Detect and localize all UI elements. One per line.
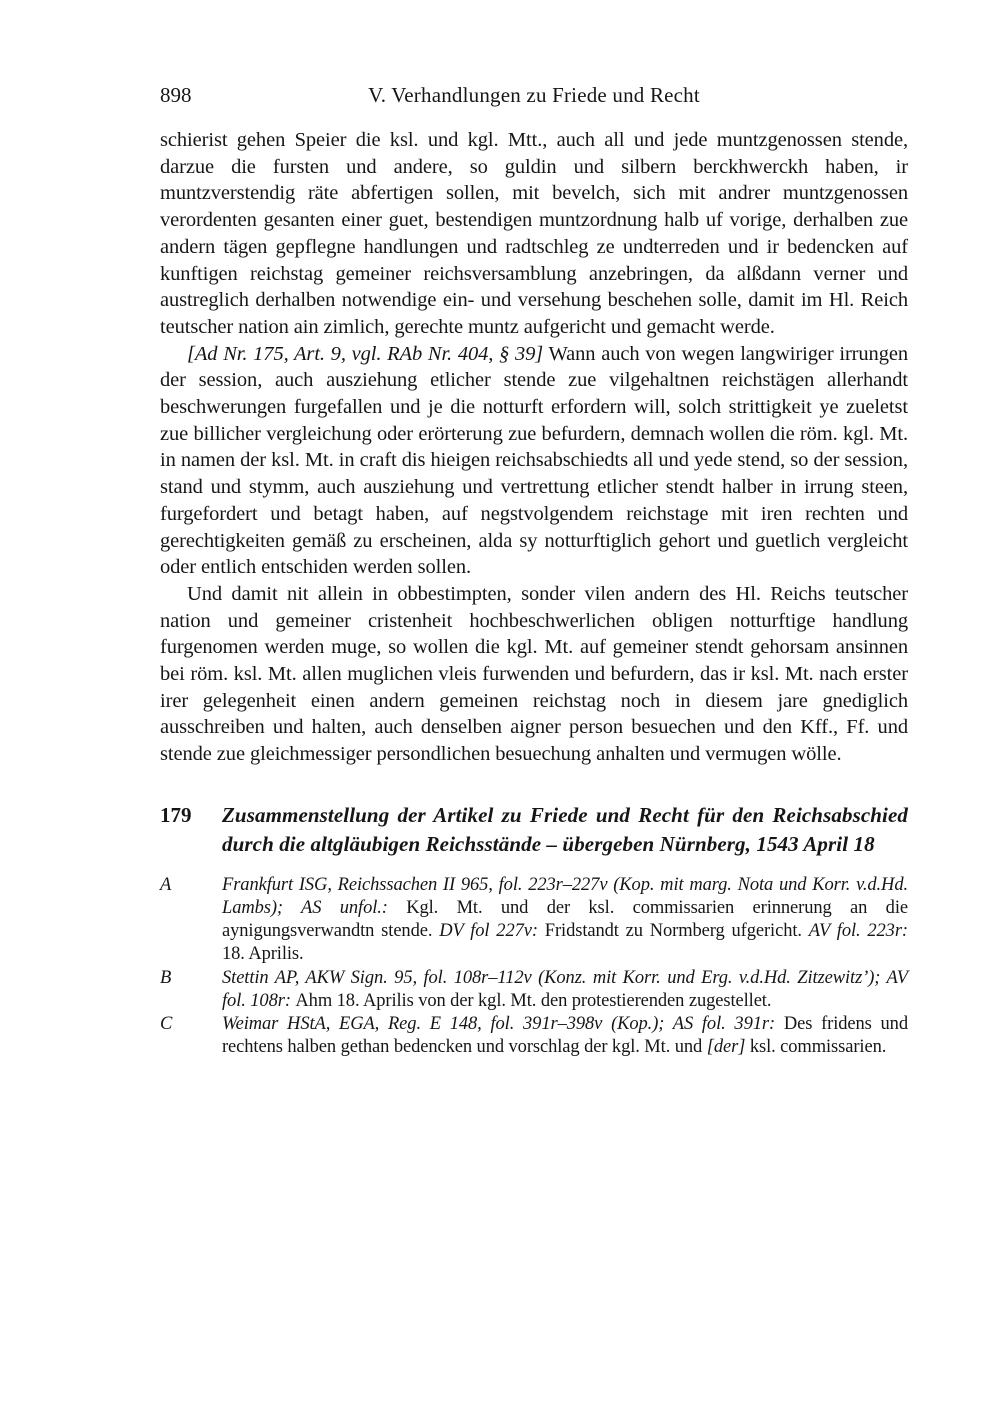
source-a-av-ref: AV fol. 223r:	[808, 921, 908, 942]
source-c-citation: Weimar HStA, EGA, Reg. E 148, fol. 391r–398v (Kop.); AS fol. 391r:	[222, 1014, 784, 1035]
source-row-a	[160, 874, 908, 967]
entry-heading	[160, 801, 908, 860]
body-paragraph-2-text: Wann auch von wegen langwiriger irrungen der session, auch ausziehung etlicher stende zue vilgehaltnen reichstägen allerhandt beschwerungen furgefallen und je die notturft erfordern will, solch strittigkeit ye zueletst zue billicher vergleichung oder erörterung zue befurdern, demnach wollen die röm. kgl. Mt. in namen der ksl. Mt. in craft dis hieigen reichsabschiedts all und yede stend, so der session, stand und stymm, auch ausziehung und vertrettung etlicher stendt halber in irrung steen, furgefordert und betagt haben, auf negstvolgendem reichstage mit iren rechten und gerechtigkeiten gemäß zu erscheinen, alda sy notturftiglich gehort und guetlich vergleicht oder entlich entschiden werden sollen.	[160, 342, 909, 579]
page-content	[160, 82, 908, 1060]
source-letter-b: B	[160, 967, 172, 988]
source-c-editorial-insert: [der]	[706, 1037, 750, 1058]
editorial-reference: [Ad Nr. 175, Art. 9, vgl. RAb Nr. 404, § 39]	[187, 342, 544, 365]
body-paragraph-1: schierist gehen Speier die ksl. und kgl. Mtt., auch all und jede muntzgenossen stende, darzue die fursten und andere, so guldin und silbern berckhwerckh haben, ir muntzverstendig räte abfertigen sollen, mit bevelch, sich mit andrer muntzgenossen verordenten gesanten einer guet, bestendigen muntzordnung halb uf vorige, derhalben zue andern tägen gepflegne handlungen und radtschleg ze undterreden und ir bedencken auf kunftigen reichstag gemeiner reichsversamblung anzebringen, da alßdann verner und austreglich derhalben notwendige ein- und versehung beschehen solle, damit im Hl. Reich teutscher nation ain zimlich, gerechte muntz aufgericht und gemacht werde.	[160, 129, 908, 338]
body-paragraph-2	[160, 341, 908, 581]
source-text-a	[222, 874, 908, 967]
page-number: 898	[160, 83, 192, 107]
body-paragraph-3: Und damit nit allein in obbestimpten, sonder vilen andern des Hl. Reichs teutscher nation und gemeiner cristenheit hochbeschwerlichen obligen notturftige handlung furgenomen werden muge, so wollen die kgl. Mt. auf gemeiner stendt gehorsam ansinnen bei röm. ksl. Mt. allen muglichen vleis furwenden und befurdern, das ir ksl. Mt. nach erster irer gelegenheit einen andern gemeinen reichstag noch in diesem jare gnediglich ausschreiben und halten, auch denselben aigner person besuechen und den Kff., Ff. und stende zue gleichmessiger persondlichen besuechung anhalten und vermugen wölle.	[160, 582, 908, 766]
source-b-citation: Stettin AP, AKW Sign. 95, fol. 108r–112v (Konz. mit Korr. und Erg. v.d.Hd. Zitzewitz’); AV fol. 108r:	[222, 967, 908, 1011]
source-row-b	[160, 967, 908, 1013]
source-c-summary: Des fridens und rechtens halben gethan bedencken und vorschlag der kgl. Mt. und	[222, 1014, 908, 1058]
body-text	[160, 127, 908, 768]
source-a-citation: Frankfurt ISG, Reichssachen II 965, fol. 223r–227v (Kop. mit marg. Nota und Korr. v.d.Hd. Lambs); AS unfol.:	[222, 874, 908, 919]
source-row-c	[160, 1013, 908, 1059]
entry-number: 179	[160, 802, 192, 827]
source-letter-c: C	[160, 1014, 173, 1035]
source-letter-a: A	[160, 874, 172, 895]
source-text-c	[222, 1013, 908, 1059]
entry-title: Zusammenstellung der Artikel zu Friede und Recht für den Reichsabschied durch die altgläubigen Reichsstände – übergeben Nürnberg, 1543 April 18	[222, 802, 908, 857]
running-header	[160, 82, 908, 108]
source-a-summary: Kgl. Mt. und der ksl. commissarien erinnerung an die aynigungsverwandtn stende.	[222, 898, 908, 942]
source-a-av-text: 18. Aprilis.	[222, 944, 304, 965]
source-list	[160, 874, 908, 1060]
source-b-summary: Ahm 18. Aprilis von der kgl. Mt. den protestierenden zugestellet.	[295, 990, 772, 1011]
source-c-summary-end: ksl. commissarien.	[749, 1037, 887, 1058]
running-header-title: V. Verhandlungen zu Friede und Recht	[368, 83, 700, 107]
source-a-dv-ref: DV fol 227v:	[439, 921, 545, 942]
source-a-dv-text: Fridstandt zu Normberg ufgericht.	[544, 921, 809, 942]
source-text-b	[222, 967, 908, 1013]
